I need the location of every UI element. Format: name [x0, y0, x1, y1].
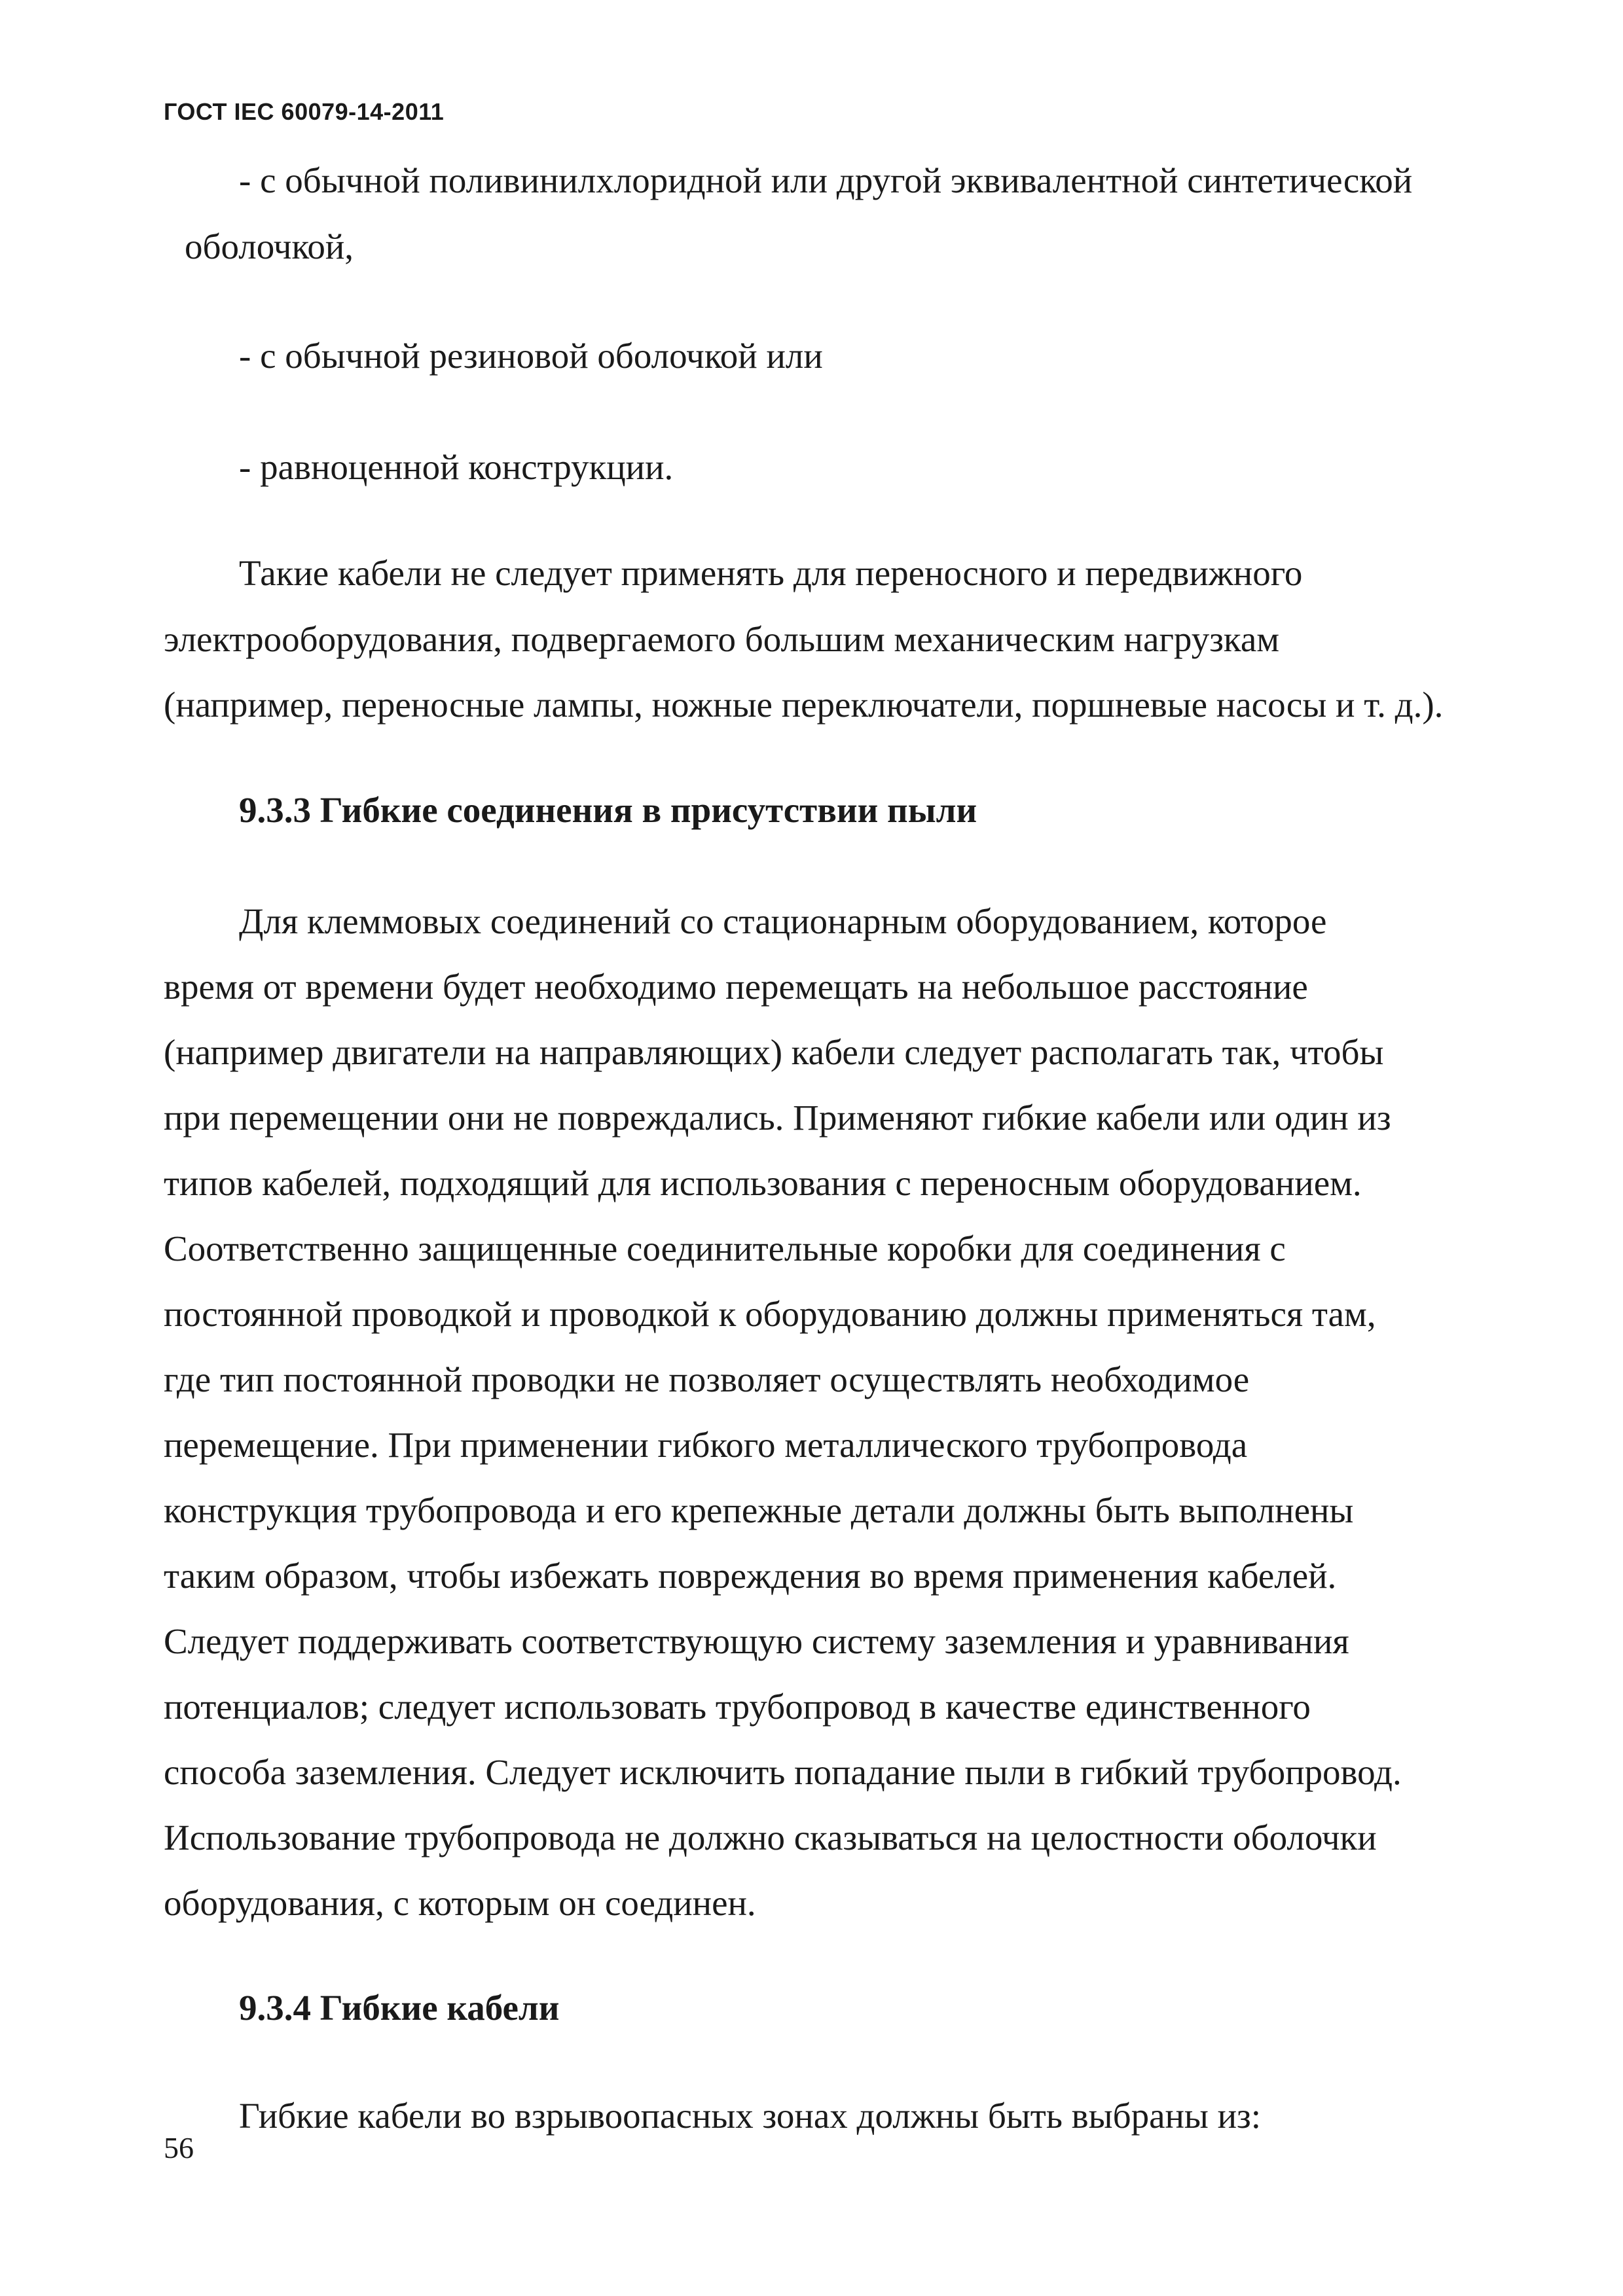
paragraph-line: способа заземления. Следует исключить попадание пыли в гибкий трубопровод. [164, 1752, 1402, 1792]
list-item: - с обычной резиновой оболочкой или [239, 336, 823, 376]
paragraph-line: Соответственно защищенные соединительные коробки для соединения с [164, 1229, 1286, 1268]
paragraph-line: оборудования, с которым он соединен. [164, 1883, 756, 1923]
paragraph-line: постоянной проводкой и проводкой к оборудованию должны применяться там, [164, 1294, 1376, 1334]
paragraph-line: Такие кабели не следует применять для переносного и передвижного [239, 553, 1303, 593]
paragraph-line: где тип постоянной проводки не позволяет осуществлять необходимое [164, 1359, 1250, 1399]
section-heading: 9.3.4 Гибкие кабели [239, 1988, 560, 2028]
paragraph-line: при перемещении они не повреждались. Применяют гибкие кабели или один из [164, 1098, 1391, 1138]
paragraph-line: таким образом, чтобы избежать повреждения во время применения кабелей. [164, 1556, 1337, 1596]
paragraph-line: Для клеммовых соединений со стационарным оборудованием, которое [239, 901, 1327, 941]
list-item: - с обычной поливинилхлоридной или другой эквивалентной синтетической [239, 160, 1413, 200]
paragraph-line: конструкция трубопровода и его крепежные детали должны быть выполнены [164, 1490, 1354, 1530]
paragraph-line: типов кабелей, подходящий для использования с переносным оборудованием. [164, 1163, 1362, 1203]
paragraph-line: Гибкие кабели во взрывоопасных зонах должны быть выбраны из: [239, 2096, 1262, 2136]
paragraph-line: Использование трубопровода не должно сказываться на целостности оболочки [164, 1818, 1377, 1857]
paragraph-line: перемещение. При применении гибкого металлического трубопровода [164, 1425, 1248, 1465]
list-item: - равноценной конструкции. [239, 447, 674, 487]
document-header: ГОСТ IEC 60079-14-2011 [164, 98, 445, 125]
paragraph-line: время от времени будет необходимо перемещать на небольшое расстояние [164, 967, 1308, 1007]
page-number: 56 [164, 2131, 194, 2164]
paragraph-line: Следует поддерживать соответствующую систему заземления и уравнивания [164, 1621, 1349, 1661]
section-heading: 9.3.3 Гибкие соединения в присутствии пыли [239, 790, 977, 830]
list-item-continuation: оболочкой, [185, 226, 354, 266]
paragraph-line: (например двигатели на направляющих) кабели следует располагать так, чтобы [164, 1032, 1384, 1072]
paragraph-line: (например, переносные лампы, ножные переключатели, поршневые насосы и т. д.). [164, 685, 1444, 725]
paragraph-line: электрооборудования, подвергаемого большим механическим нагрузкам [164, 619, 1280, 659]
paragraph-line: потенциалов; следует использовать трубопровод в качестве единственного [164, 1687, 1311, 1727]
